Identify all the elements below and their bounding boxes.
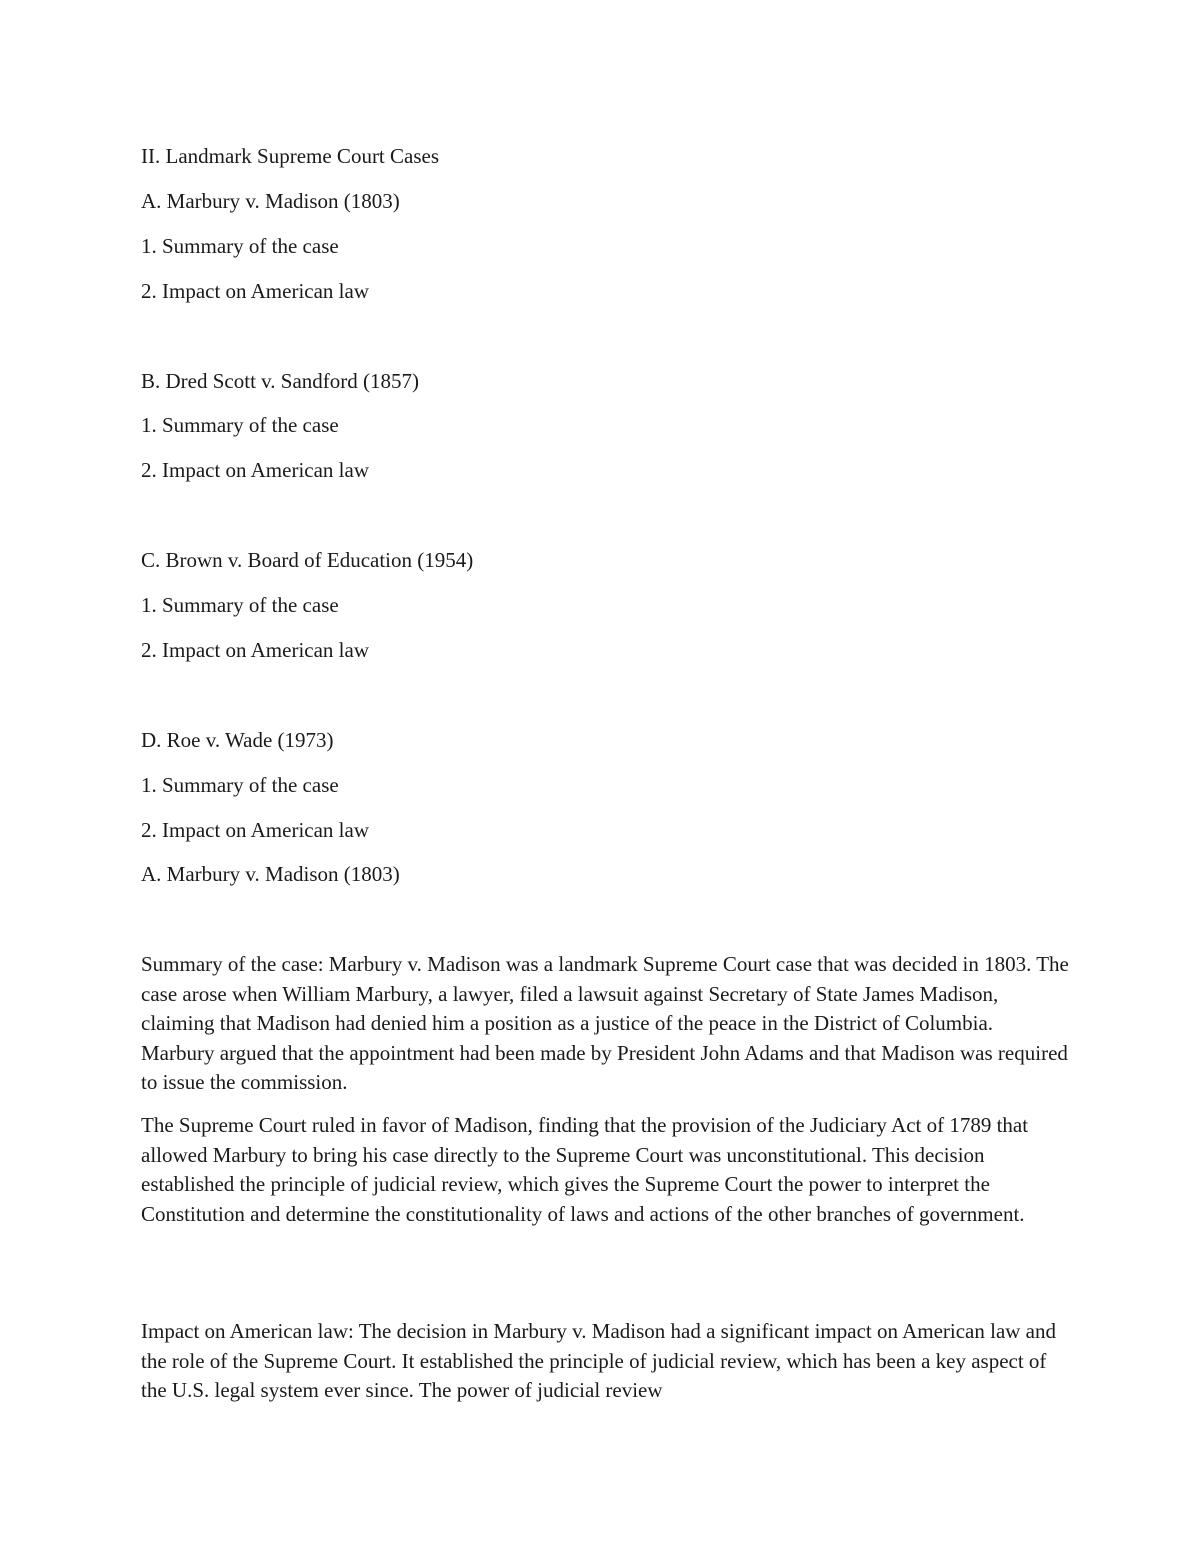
case-c-title: C. Brown v. Board of Education (1954): [141, 548, 474, 572]
case-d-item-impact: 2. Impact on American law: [141, 818, 370, 842]
case-a-title: A. Marbury v. Madison (1803): [141, 189, 400, 213]
case-b-item-summary: 1. Summary of the case: [141, 413, 339, 437]
section-a-title: A. Marbury v. Madison (1803): [141, 862, 400, 886]
case-b-item-impact: 2. Impact on American law: [141, 458, 370, 482]
summary-paragraph: Summary of the case: Marbury v. Madison was a landmark Supreme Court case that was decided in 1803. The case arose when William Marbury, a lawyer, filed a lawsuit against Secretary of State James Madison, claiming that Madison had denied him a position as a justice of the peace in the District of Columbia. Marbury argued that the appointment had been made by President John Adams and that Madison was required to issue the commission.: [141, 952, 1069, 1094]
case-d-title: D. Roe v. Wade (1973): [141, 728, 334, 752]
case-b-title: B. Dred Scott v. Sandford (1857): [141, 369, 420, 393]
case-c-item-summary: 1. Summary of the case: [141, 593, 339, 617]
outline-heading: II. Landmark Supreme Court Cases: [141, 144, 440, 168]
case-c-item-impact: 2. Impact on American law: [141, 638, 370, 662]
impact-paragraph: Impact on American law: The decision in Marbury v. Madison had a significant impact on American law and the role of the Supreme Court. It established the principle of judicial review, which has been a key aspect of the U.S. legal system ever since. The power of judicial review: [141, 1319, 1056, 1402]
case-a-item-impact: 2. Impact on American law: [141, 279, 370, 303]
ruling-paragraph: The Supreme Court ruled in favor of Madison, finding that the provision of the Judiciary Act of 1789 that allowed Marbury to bring his case directly to the Supreme Court was unconstitutional. This decision established the principle of judicial review, which gives the Supreme Court the power to interpret the Constitution and determine the constitutionality of laws and actions of the other branches of government.: [141, 1113, 1029, 1226]
case-a-item-summary: 1. Summary of the case: [141, 234, 339, 258]
case-d-item-summary: 1. Summary of the case: [141, 773, 339, 797]
